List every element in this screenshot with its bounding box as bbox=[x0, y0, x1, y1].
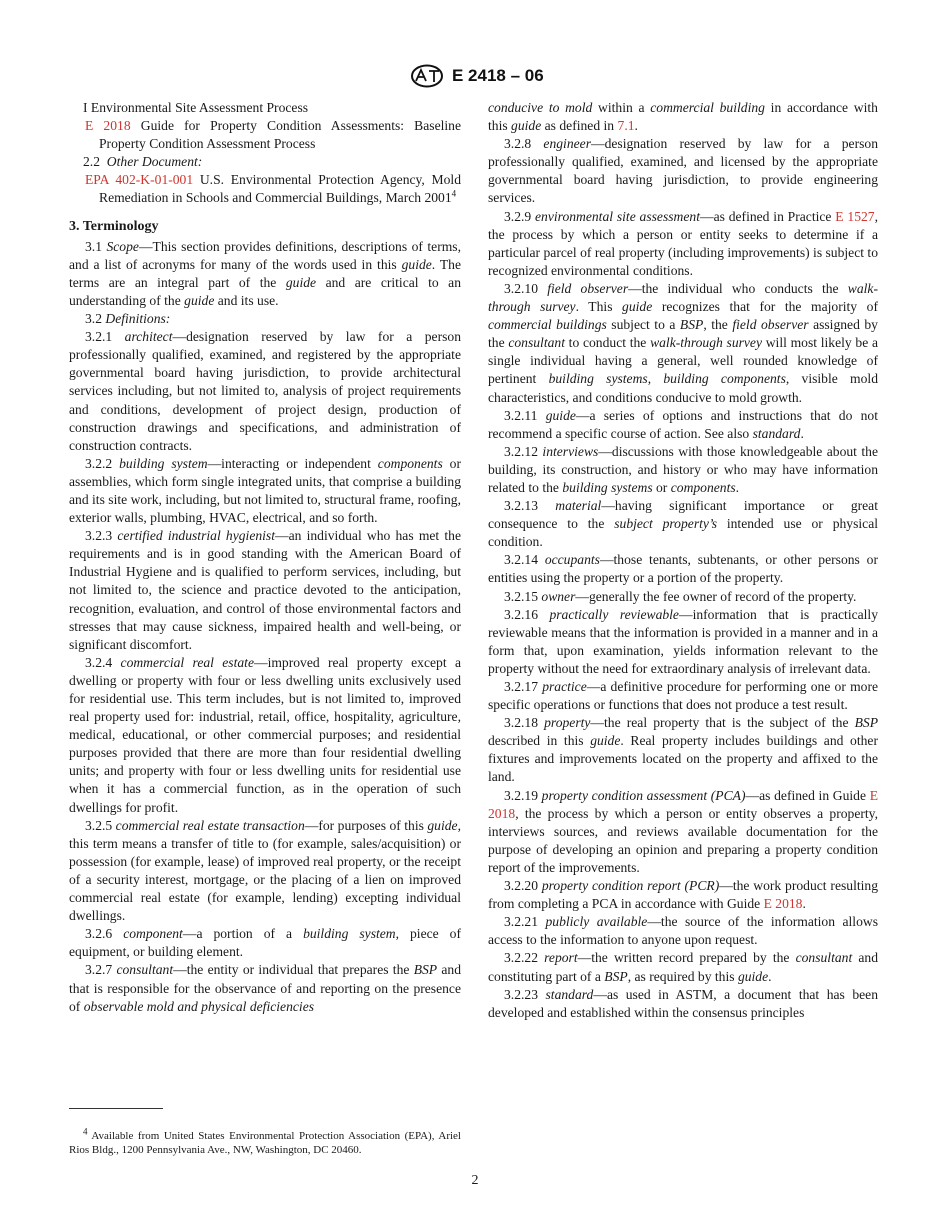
definition-interviews: 3.2.12 interviews—discussions with those knowledgeable about the building, its construction, and history or who may have information related to the building systems or components. bbox=[488, 443, 878, 495]
definition-architect: 3.2.1 architect—designation reserved by law for a person professionally qualified, examined, and registered by the appropriate governmental board having jurisdiction, to provide architectural services including, but not limited to, analysis of project requirements and conditions, development of project design, production of construction drawings and specifications, and administration of construction contracts. bbox=[69, 329, 461, 453]
reference-link[interactable]: 7.1 bbox=[617, 118, 635, 134]
reference-link[interactable]: E 1527 bbox=[835, 208, 875, 224]
right-column bbox=[488, 99, 878, 1022]
definition-owner: 3.2.15 owner—generally the fee owner of record of the property. bbox=[504, 588, 857, 604]
definition-consultant: 3.2.7 consultant—the entity or individual that prepares the BSP and that is responsible for the observance of and reporting on the presence of observable mold and physical deficiencies bbox=[69, 962, 461, 1014]
definition-component: 3.2.6 component—a portion of a building system, piece of equipment, or building element. bbox=[69, 926, 461, 960]
page-number: 2 bbox=[471, 1173, 479, 1188]
definition-practice: 3.2.17 practice—a definitive procedure for performing one or more specific operations or functions that does not produce a test result. bbox=[488, 679, 879, 713]
definition-report: 3.2.22 report—the written record prepared by the consultant and constituting part of a BSP, as required by this guide. bbox=[488, 950, 878, 984]
definition-engineer: 3.2.8 engineer—designation reserved by law for a person professionally qualified, examined, and licensed by the appropriate governmental board having jurisdiction, to provide engineering services. bbox=[488, 136, 878, 206]
definition-environmental-site-assessment: 3.2.9 environmental site assessment—as defined in Practice E 1527, the process by which a person or entity seeks to determine if a particular parcel of real property (including improvements) is subject to recognized environmental conditions. bbox=[488, 208, 878, 278]
definition-field-observer: 3.2.10 field observer—the individual who conducts the walk-through survey. This guide recognizes that for the majority of commercial buildings subject to a BSP, the field observer assigned by the consultant to conduct the walk-through survey will most likely be a single individual having a general, well rounded knowledge of pertinent building systems, building components, visible mold characteristics, and conditions conducive to mold growth. bbox=[488, 280, 879, 405]
reference-link[interactable]: E 2018 bbox=[488, 787, 879, 821]
subsection-other-document: 2.2 Other Document: bbox=[83, 154, 203, 170]
footnote-marker: 4 bbox=[451, 188, 457, 199]
footnote-divider bbox=[69, 1108, 163, 1109]
definition-practically-reviewable: 3.2.16 practically reviewable—information that is practically reviewable means that the information is provided in a manner and in a form that, upon examination, yields information relevant to the property without the need for extraordinary analysis of irrelevant data. bbox=[488, 606, 879, 676]
definition-guide: 3.2.11 guide—a series of options and instructions that do not recommend a specific course of action. See also standard. bbox=[488, 407, 878, 441]
reference-e1527-continuation: I Environmental Site Assessment Process bbox=[83, 100, 309, 115]
page-header bbox=[0, 64, 950, 90]
reference-e2018: E 2018 Guide for Property Condition Assessments: Baseline Property Condition Assessment Process bbox=[85, 118, 461, 152]
left-column bbox=[69, 99, 461, 1016]
reference-link[interactable]: EPA 402-K-01-001 bbox=[85, 172, 194, 188]
definition-pcr: 3.2.20 property condition report (PCR)—the work product resulting from completing a PCA in accordance with Guide E 2018. bbox=[488, 878, 878, 912]
definition-material: 3.2.13 material—having significant importance or great consequence to the subject property’s intended use or physical condition. bbox=[488, 498, 878, 550]
definition-publicly-available: 3.2.21 publicly available—the source of the information allows access to the information to anyone upon request. bbox=[488, 914, 878, 948]
definition-consultant-continued: conducive to mold within a commercial building in accordance with this guide as defined in 7.1. bbox=[488, 100, 878, 134]
definition-commercial-real-estate: 3.2.4 commercial real estate—improved real property except a dwelling or property with four or less dwelling units exclusively used for residential use. This term includes, but is not limited to, improved real property used for: industrial, retail, office, hospitality, agriculture, medical, educational, or other commercial purposes; and residential purposes provided that there are more than four residential dwelling units; and property with four or less dwelling units for residential use when it has a commercial function, as in the operation of such dwellings for profit. bbox=[69, 654, 461, 815]
paragraph-3-1: 3.1 Scope—This section provides definitions, descriptions of terms, and a list of acronyms for many of the words used in this guide. The terms are an integral part of the guide and are critical to an understanding of the guide and its use. bbox=[69, 238, 461, 308]
definition-commercial-real-estate-transaction: 3.2.5 commercial real estate transaction—for purposes of this guide, this term means a transfer of title to (for example, sales/acquisition) or possession (for example, lease) of improved real property, or the receipt of a security interest, mortgage, or the placing of a lien on improved commercial real estate (for example, lending) excepting individual dwellings. bbox=[69, 817, 461, 924]
footnote: $^4$ Available from United States Environmental Protection Association (EPA), Ariel Rios Bldg., 1200 Pennsylvania Ave., NW, Washington, DC 20460. bbox=[69, 1126, 461, 1156]
definition-standard: 3.2.23 standard—as used in ASTM, a document that has been developed and established within the consensus principles bbox=[488, 986, 878, 1020]
document-id: E 2418 – 06 bbox=[452, 66, 544, 85]
definition-occupants: 3.2.14 occupants—those tenants, subtenants, or other persons or entities using the property or a portion of the property. bbox=[488, 552, 878, 586]
definition-building-system: 3.2.2 building system—interacting or independent components or assemblies, which form single integrated units, that comprise a building and its site work, including, but not limited to, structural frame, roofing, exterior walls, plumbing, HVAC, electrical, and so forth. bbox=[69, 455, 461, 526]
definition-pca: 3.2.19 property condition assessment (PCA)—as defined in Guide E 2018, the process by which a person or entity observes a property, interviews sources, and reviews available documentation for the purpose of developing an opinion and preparing a property condition report of the improvements. bbox=[488, 787, 879, 875]
reference-link[interactable]: E 2018 bbox=[85, 118, 131, 134]
definition-certified-industrial-hygienist: 3.2.3 certified industrial hygienist—an individual who has met the requirements and is in good standing with the American Board of Industrial Hygiene and is qualified to perform services, including, but not limited to, the science and practice devoted to the anticipation, recognition, evaluation, and control of those environmental factors and stresses that may cause sickness, impaired health and well-being, or significant discomfort. bbox=[69, 528, 461, 652]
reference-epa: EPA 402-K-01-001 U.S. Environmental Protection Agency, Mold Remediation in Schools and Commercial Buildings, March 2001$^4$ bbox=[85, 172, 461, 206]
paragraph-3-2: 3.2 Definitions: bbox=[85, 311, 171, 327]
definition-property: 3.2.18 property—the real property that is the subject of the BSP described in this guide. Real property includes buildings and other fixtures and improvements located on the property and affixed to the land. bbox=[488, 715, 878, 785]
astm-logo-icon bbox=[410, 64, 444, 88]
section-heading: 3. Terminology bbox=[69, 218, 159, 234]
reference-link[interactable]: E 2018 bbox=[763, 896, 803, 912]
